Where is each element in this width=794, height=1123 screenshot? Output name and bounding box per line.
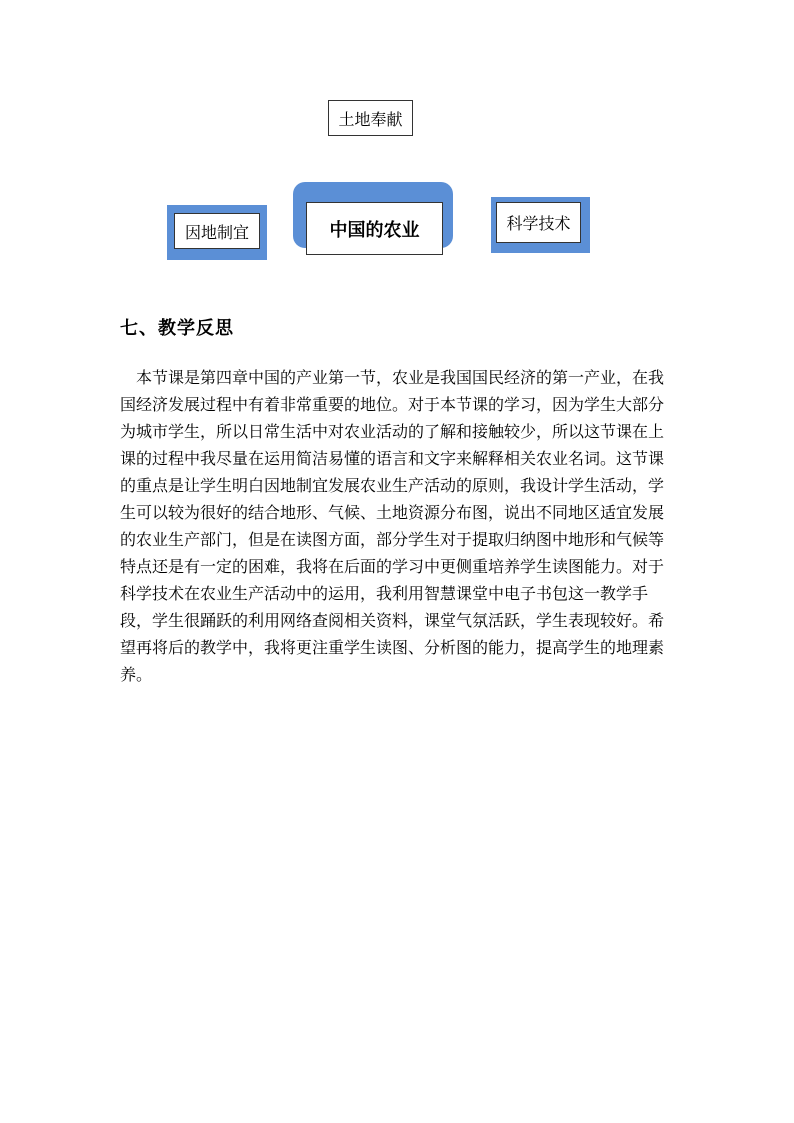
diagram-box-china-agriculture — [306, 202, 443, 255]
diagram-label-china-agriculture: 中国的农业 — [329, 219, 420, 241]
paragraph-line: 特点还是有一定的困难，我将在后面的学习中更侧重培养学生读图能力。对于 — [120, 557, 665, 576]
section-heading: 七、教学反思 — [120, 318, 234, 339]
paragraph-line: 养。 — [120, 665, 153, 684]
paragraph-line: 课的过程中我尽量在运用简洁易懂的语言和文字来解释相关农业名词。这节课 — [120, 449, 665, 468]
diagram-box-science-technology — [496, 202, 581, 243]
paragraph-line: 国经济发展过程中有着非常重要的地位。对于本节课的学习，因为学生大部分 — [120, 395, 665, 414]
paragraph-line: 望再将后的教学中，我将更注重学生读图、分析图的能力，提高学生的地理素 — [120, 638, 665, 657]
paragraph-line: 段，学生很踊跃的利用网络查阅相关资料，课堂气氛活跃，学生表现较好。希 — [120, 611, 665, 630]
paragraph-line: 的重点是让学生明白因地制宜发展农业生产活动的原则，我设计学生活动，学 — [120, 476, 665, 495]
paragraph-line: 科学技术在农业生产活动中的运用，我利用智慧课堂中电子书包这一教学手 — [120, 584, 649, 603]
paragraph-line: 的农业生产部门，但是在读图方面，部分学生对于提取归纳图中地形和气候等 — [120, 530, 665, 549]
diagram-label-adapt-to-local: 因地制宜 — [184, 222, 249, 242]
diagram-box-adapt-to-local — [174, 213, 260, 249]
reflection-paragraph — [120, 364, 672, 688]
diagram-label-land-contribution: 土地奉献 — [338, 109, 403, 129]
diagram-label-science-technology: 科学技术 — [506, 214, 571, 233]
paragraph-line: 为城市学生，所以日常生活中对农业活动的了解和接触较少，所以这节课在上 — [120, 422, 665, 441]
paragraph-line: 本节课是第四章中国的产业第一节，农业是我国国民经济的第一产业，在我 — [120, 368, 665, 387]
diagram-box-land-contribution — [328, 100, 413, 136]
paragraph-line: 生可以较为很好的结合地形、气候、土地资源分布图，说出不同地区适宜发展 — [120, 503, 665, 522]
